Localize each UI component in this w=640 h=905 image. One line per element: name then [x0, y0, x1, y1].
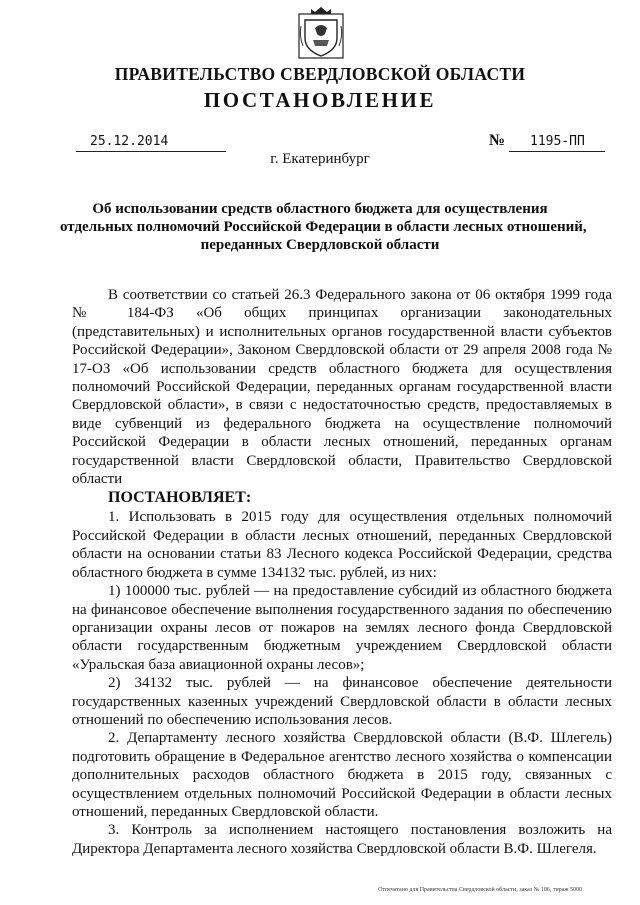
item-paragraph: 1. Использовать в 2015 году для осуществления отдельных полномочий Российской Федерации в области лесных отношений, переданных Свердловской области на основании статьи 83 Лесного кодекса Российской Федерации, средства областного бюджета в сумме 134132 тыс. рублей, из них:	[72, 509, 612, 581]
document-type: ПОСТАНОВЛЕНИЕ	[203, 88, 437, 112]
title-line: отдельных полномочий Российской Федерации в области лесных отношений,	[60, 219, 587, 235]
decree-heading: ПОСТАНОВЛЯЕТ:	[108, 489, 252, 507]
item-paragraph: 2) 34132 тыс. рублей — на финансовое обеспечение деятельности государственных казенных учреждений Свердловской области в области лесных отношений по обеспечению использования лесов.	[72, 675, 612, 728]
item-paragraph: 2. Департаменту лесного хозяйства Свердловской области (В.Ф. Шлегель) подготовить обращение в Федеральное агентство лесного хозяйства о компенсации дополнительных расходов областного бюджета в 2015 году, связанных с осуществлением отдельных полномочий Российской Федерации в области лесных отношений, переданных Свердловской области.	[72, 730, 612, 820]
city: г. Екатеринбург	[270, 151, 370, 167]
document-title	[60, 200, 587, 254]
title-line: переданных Свердловской области	[200, 237, 440, 253]
item-paragraph: 3. Контроль за исполнением настоящего постановления возложить на Директора Департамента лесного хозяйства Свердловской области В.Ф. Шлегеля.	[72, 822, 612, 857]
government-name: ПРАВИТЕЛЬСТВО СВЕРДЛОВСКОЙ ОБЛАСТИ	[114, 64, 526, 84]
item-paragraph: 1) 100000 тыс. рублей — на предоставление субсидий из областного бюджета на финансовое обеспечение выполнения государственного задания по обеспечению организации охраны лесов от пожаров на землях лесного фонда Свердловской области государственным бюджетным учреждением Свердловской области «Уральская база авиационной охраны лесов»;	[72, 583, 612, 673]
title-line: Об использовании средств областного бюджета для осуществления	[92, 201, 548, 217]
coat-of-arms-icon	[297, 6, 345, 60]
document-number: 1195-ПП	[530, 134, 585, 149]
preamble-paragraph: В соответствии со статьей 26.3 Федерального закона от 06 октября 1999 года № 184-ФЗ «Об общих принципах организации законодательных (представительных) и исполнительных органов государственной власти субъектов Российской Федерации», Законом Свердловской области от 29 апреля 2008 года № 17-ОЗ «Об использовании средств областного бюджета для осуществления полномочий Российской Федерации, переданных органам государственной власти Свердловской области», в связи с недостаточностью средств, предоставляемых в виде субвенций из федерального бюджета на осуществление полномочий Российской Федерации в области лесных отношений, переданных органам государственной власти Свердловской области, Правительство Свердловской области	[72, 287, 612, 488]
document-body	[72, 286, 612, 858]
footer-text: Отпечатано для Правительства Свердловской области, заказ № 106, тираж 5000	[378, 887, 582, 893]
number-sign: №	[489, 132, 506, 149]
document-date: 25.12.2014	[90, 134, 169, 149]
